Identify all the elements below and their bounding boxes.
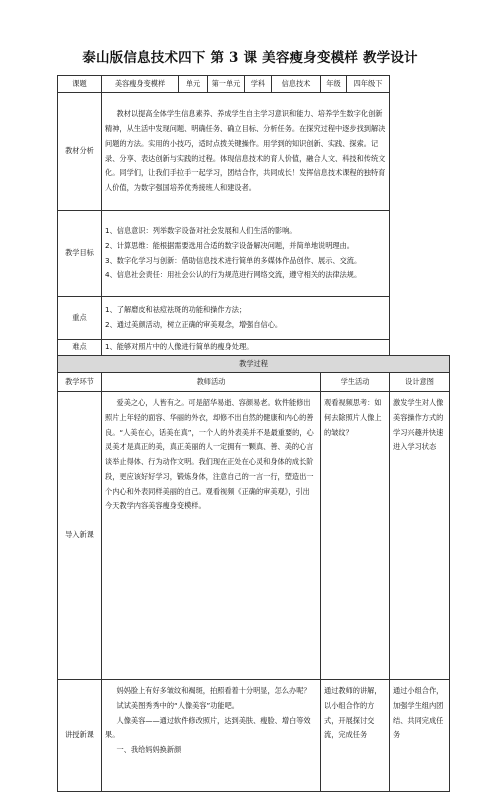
goal-item: 4、信息社会责任：用社会公认的行为规范进行网络交流，遵守相关的法律法规。 (105, 270, 362, 280)
teacher-activity-text: 一、我给妈妈换新颜 (116, 745, 182, 755)
key-points-label: 重点 (58, 297, 102, 340)
page-title: 泰山版信息技术四下 第 3 课 美容瘦身变模样 教学设计 (82, 50, 418, 66)
process-banner: 教学过程 (58, 356, 450, 373)
unit-label: 单元 (179, 76, 208, 93)
difficulty-row (58, 340, 450, 356)
key-point-item: 2、通过美颜活动，树立正确的审美观念，增强自信心。 (105, 320, 283, 329)
key-point-item: 1、了解磨皮和祛痘祛斑的功能和操作方法； (105, 305, 247, 315)
goal-item: 3、数字化学习与创新：借助信息技术进行简单的多媒体作品创作、展示、交流。 (105, 255, 362, 265)
teacher-activity-text: 爱美之心，人皆有之。可是韶华易逝、容颜易老。软件能修出照片上年轻的面容、华丽的外衣，却修不出自然的健康和内心的善良。“人美在心，话美在真”，一个人的外表美并不是最重要的，心灵美才是真正的美，真正美丽的人一定拥有一颗真、善、美的心言谈举止得体、行为动作文明。我们现在正处在心灵和身体的成长阶段，更应该好好学习，锻炼身体，注意自己的一言一行，塑造出一个内心和外表同样美丽的自己。观看视频《正确的审美观》，引出今天教学内容美容瘦身变模样。 (105, 398, 314, 511)
key-points-row (58, 297, 450, 340)
analysis-label: 教材分析 (58, 93, 102, 211)
subject-value: 信息技术 (272, 76, 321, 93)
student-activity-text: 观看视频思考：如何去除照片人像上的皱纹？ (324, 398, 382, 437)
header-intent: 设计意图 (390, 373, 450, 392)
process-row-new (58, 680, 450, 792)
stage-intro: 导入新课 (58, 392, 102, 680)
header-teacher: 教师活动 (102, 373, 321, 392)
process-banner-row (58, 356, 450, 373)
design-intent-text: 激发学生对人像美容操作方式的学习兴趣并快速进入学习状态 (393, 398, 444, 452)
teacher-activity-text: 妈妈脸上有好多皱纹和褐斑，拍照看着十分明显，怎么办呢？ (116, 686, 311, 695)
student-activity-text: 通过教师的讲解，以小组合作的方式，开展探讨交流，完成任务 (324, 686, 382, 740)
design-intent-text: 通过小组合作，加强学生组内团结、共同完成任务 (393, 686, 444, 740)
header-stage: 教学环节 (58, 373, 102, 392)
grade-label: 年级 (321, 76, 347, 93)
grade-value: 四年级下 (347, 76, 390, 93)
process-header-row (58, 373, 450, 392)
topic-value: 美容瘦身变模样 (102, 76, 179, 93)
topic-label: 课题 (58, 76, 102, 93)
header-student: 学生活动 (321, 373, 390, 392)
difficulty-text: 1、能够对照片中的人像进行简单的瘦身处理。 (102, 340, 390, 356)
goals-label: 教学目标 (58, 211, 102, 297)
info-row (58, 76, 450, 93)
difficulty-label: 难点 (58, 340, 102, 356)
lesson-plan-table (57, 75, 450, 792)
teacher-activity-text: 试试美图秀秀中的“人像美容”功能吧。 (116, 700, 239, 710)
goals-row (58, 211, 450, 297)
goal-item: 2、计算思维：能根据需要选用合适的数字设备解决问题，并简单地说明理由。 (105, 240, 354, 250)
stage-new: 讲授新课 (58, 680, 102, 792)
analysis-text: 教材以提高全体学生信息素养、养成学生自主学习意识和能力、培养学生数字化创新精神，从生活中发现问题、明确任务、确立目标、分析任务。在探究过程中逐步找到解决问题的方法。实用的小技巧，适时点拨关键操作。用学到的知识创新、实践、探索。记录、分享、表达创新与实践的过程。体现信息技术的育人价值，融合人文、科技和传统文化。同学们，让我们手拉手一起学习，团结合作，共同成长！发挥信息技术课程的独特育人价值，为数字强国培养优秀接班人和建设者。 (105, 109, 386, 193)
teacher-activity-text: 人像美容——通过软件修改照片，达到美肤、瘦脸、增白等效果。 (105, 715, 311, 740)
analysis-row (58, 93, 450, 211)
unit-value: 第一单元 (208, 76, 245, 93)
goal-item: 1、信息意识：列举数字设备对社会发展和人们生活的影响。 (105, 225, 297, 235)
process-row-intro (58, 392, 450, 680)
subject-label: 学科 (245, 76, 272, 93)
